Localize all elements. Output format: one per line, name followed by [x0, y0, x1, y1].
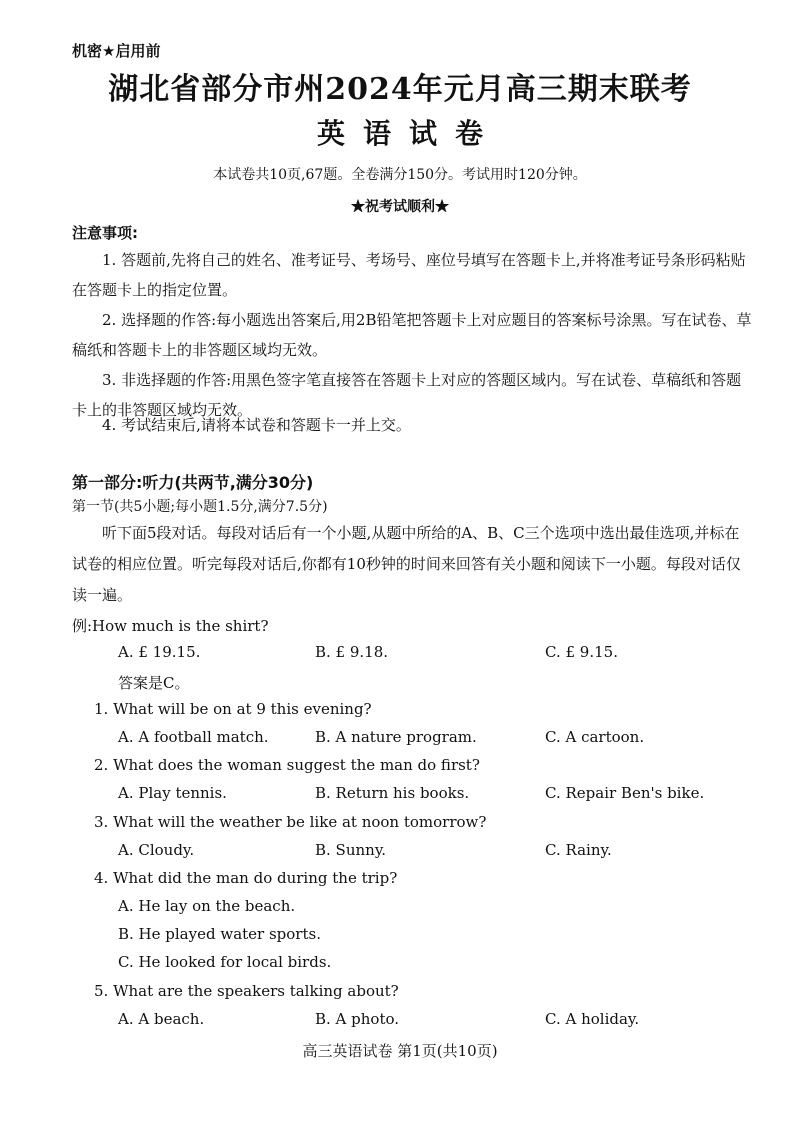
question-2: 2. What does the woman suggest the man do first? [94, 756, 480, 774]
notice-title: 注意事项: [72, 224, 138, 242]
q4-option-b: B. He played water sports. [118, 925, 321, 943]
page-footer: 高三英语试卷 第1页(共10页) [302, 1042, 498, 1060]
q1-option-a: A. A football match. [118, 728, 269, 746]
question-1: 1. What will be on at 9 this evening? [94, 700, 372, 718]
example-option-a: A. £ 19.15. [118, 643, 201, 661]
part1-title: 第一部分:听力(共两节,满分30分) [72, 473, 314, 492]
example-question: 例:How much is the shirt? [72, 617, 269, 635]
notice-item-4: 4. 考试结束后,请将本试卷和答题卡一并上交。 [102, 416, 411, 434]
q3-option-a: A. Cloudy. [118, 841, 195, 859]
q5-option-a: A. A beach. [118, 1010, 205, 1028]
notice-item-2: 2. 选择题的作答:每小题选出答案后,用2B铅笔把答题卡上对应题目的答案标号涂黑。写在试卷、草稿纸和答题卡上的非答题区域均无效。 [72, 311, 752, 359]
q2-option-a: A. Play tennis. [118, 784, 227, 802]
confidential-label: 机密★启用前 [72, 42, 161, 60]
q3-option-c: C. Rainy. [545, 841, 612, 859]
exam-info: 本试卷共10页,67题。全卷满分150分。考试用时120分钟。 [213, 167, 587, 183]
q4-option-a: A. He lay on the beach. [118, 897, 296, 915]
q3-option-b: B. Sunny. [315, 841, 387, 859]
notice-item-3: 3. 非选择题的作答:用黑色签字笔直接答在答题卡上对应的答题区域内。写在试卷、草稿纸和答题卡上的非答题区域均无效。 [72, 371, 742, 419]
q2-option-c: C. Repair Ben's bike. [545, 784, 705, 802]
q4-option-c: C. He looked for local birds. [118, 953, 332, 971]
question-5: 5. What are the speakers talking about? [94, 982, 399, 1000]
exam-title: 湖北省部分市州2024年元月高三期末联考 [108, 72, 692, 107]
example-option-c: C. £ 9.15. [545, 643, 618, 661]
example-option-b: B. £ 9.18. [315, 643, 389, 661]
question-3: 3. What will the weather be like at noon tomorrow? [94, 813, 487, 831]
notice-item-1: 1. 答题前,先将自己的姓名、准考证号、考场号、座位号填写在答题卡上,并将准考证号条形码粘贴在答题卡上的指定位置。 [72, 251, 746, 299]
listening-instructions: 听下面5段对话。每段对话后有一个小题,从题中所给的A、B、C三个选项中选出最佳选项,并标在试卷的相应位置。听完每段对话后,你都有10秒钟的时间来回答有关小题和阅读下一小题。每段对话仅读一遍。 [72, 524, 741, 604]
section1-title: 第一节(共5小题;每小题1.5分,满分7.5分) [72, 499, 328, 515]
q2-option-b: B. Return his books. [315, 784, 470, 802]
q5-option-b: B. A photo. [315, 1010, 400, 1028]
example-answer: 答案是C。 [118, 674, 190, 692]
q5-option-c: C. A holiday. [545, 1010, 640, 1028]
question-4: 4. What did the man do during the trip? [94, 869, 398, 887]
good-luck-line: ★祝考试顺利★ [351, 199, 449, 215]
q1-option-c: C. A cartoon. [545, 728, 645, 746]
subject-title: 英语试卷 [316, 117, 501, 150]
q1-option-b: B. A nature program. [315, 728, 477, 746]
